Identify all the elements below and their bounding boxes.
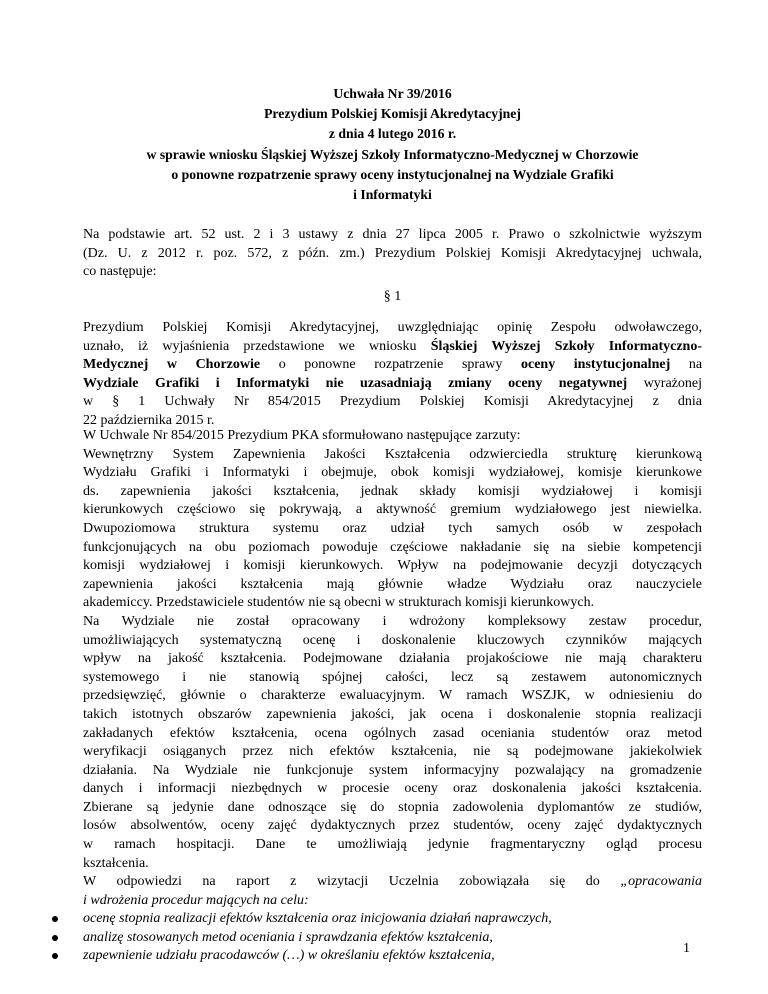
response-line: W odpowiedzi na raport z wizytacji Uczelnia zobowiązała się do „opracowania <box>83 874 702 890</box>
objections-line: w ramach hospitacji. Dane te umożliwiają jedynie fragmentaryczny ogląd procesu <box>83 837 702 853</box>
objections-line: takich istotnych obszarów zapewnienia jakości, jak ocena i doskonalenie stopnia realizacji <box>83 706 702 722</box>
objections-line: Na Wydziale nie został opracowany i wdrożony kompleksowy zestaw procedur, <box>83 613 702 629</box>
list-item: analizę stosowanych metod oceniania i sprawdzania efektów kształcenia, <box>43 929 703 948</box>
objections-line: wpływ na jakość kształcenia. Podejmowane działania projakościowe nie mają charakteru <box>83 651 702 667</box>
objections-line: Dwupoziomowa struktura systemu oraz udział tych samych osób w zespołach <box>83 520 702 536</box>
objections-line: komisji wydziałowej i komisji kierunkowych. Wpływ na podejmowanie decyzji dotyczących <box>83 558 702 574</box>
objections-line: kształcenia. <box>83 855 149 871</box>
bullet-icon <box>52 953 58 959</box>
objections-line: weryfikacji osiąganych przez nich efektów kształcenia, nie są podejmowane jakiekolwiek <box>83 744 702 760</box>
objections-line: zakładanych efektów kształcenia, ocena ogólnych zasad oceniania studentów oraz metod <box>83 725 702 741</box>
list-item: zapewnienie udziału pracodawców (…) w określaniu efektów kształcenia, <box>43 947 703 966</box>
bullet-icon <box>52 916 58 922</box>
subject-line-2: o ponowne rozpatrzenie sprawy oceny instytucjonalnej na Wydziale Grafiki <box>171 167 614 182</box>
resolution-header <box>83 84 702 144</box>
decision-paragraph <box>83 319 702 431</box>
issuing-body: Prezydium Polskiej Komisji Akredytacyjnej <box>264 106 521 121</box>
objections-line: ds. zapewnienia jakości kształcenia, jednak składy komisji wydziałowej i komisji <box>83 483 702 499</box>
decision-line: Wydziale Grafiki i Informatyki nie uzasadniają zmiany oceny negatywnej wyrażonej <box>83 375 702 391</box>
objections-line: Wewnętrzny System Zapewnienia Jakości Kształcenia odzwierciedla strukturę kierunkową <box>83 446 702 462</box>
response-line: i wdrożenia procedur mających na celu: <box>83 892 309 908</box>
decision-line: Medycznej w Chorzowie o ponowne rozpatrzenie sprawy oceny instytucjonalnej na <box>83 357 703 373</box>
objections-line: W Uchwale Nr 854/2015 Prezydium PKA sformułowano następujące zarzuty: <box>83 428 521 443</box>
objections-line: umożliwiających systematyczną ocenę i doskonalenie kluczowych czynników mających <box>83 632 702 648</box>
objections-line: danych i informacji niezbędnych w procesie oceny oraz doskonalenia jakości kształcenia. <box>83 781 702 797</box>
objections-line: przedsięwzięć, głównie o charakterze ewaluacyjnym. W ramach WSZJK, w odniesieniu do <box>83 688 702 704</box>
legal-basis-line: co następuje: <box>83 264 157 280</box>
objections-line: losów absolwentów, oceny zajęć dydaktycznych przez studentów, oceny zajęć dydaktycznych <box>83 818 702 834</box>
bullet-icon <box>52 935 58 941</box>
objections-line: Wydziału Grafiki i Informatyki i obejmuje, obok komisji wydziałowej, komisje kierunkowe <box>83 465 702 481</box>
commitment-list <box>43 910 703 966</box>
legal-basis-line: Na podstawie art. 52 ust. 2 i 3 ustawy z dnia 27 lipca 2005 r. Prawo o szkolnictwie wyższym <box>83 227 702 242</box>
objections-line: funkcjonujących na obu poziomach powoduje częściowe nakładanie się na siebie kompetencji <box>83 539 702 555</box>
objections-line: Zbierane są jedynie dane odnoszące się do stopnia zadowolenia dyplomantów ze studiów, <box>83 799 702 815</box>
objections-line: systemowego i nie stanowią spójnej całości, lecz są zestawem autonomicznych <box>83 669 702 685</box>
decision-line: 22 października 2015 r. <box>83 412 215 428</box>
subject-line-3: i Informatyki <box>353 187 432 202</box>
objections-paragraph <box>83 427 702 910</box>
decision-line: w § 1 Uchwały Nr 854/2015 Prezydium Polskiej Komisji Akredytacyjnej z dnia <box>83 394 702 410</box>
resolution-subject <box>83 145 702 205</box>
decision-line: uznało, iż wyjaśnienia przedstawione we wniosku Śląskiej Wyższej Szkoły Informatyczno- <box>83 338 703 354</box>
resolution-date: z dnia 4 lutego 2016 r. <box>328 126 457 141</box>
objections-line: działania. Na Wydziale nie funkcjonuje system informacyjny pozwalający na gromadzenie <box>83 762 702 778</box>
page-number: 1 <box>683 941 690 956</box>
legal-basis-line: (Dz. U. z 2012 r. poz. 572, z późn. zm.) Prezydium Polskiej Komisji Akredytacyjnej uchwala, <box>83 245 702 261</box>
objections-line: kierunkowych częściowo się pokrywają, a aktywność gremium wydziałowego jest niewielka. <box>83 502 702 518</box>
section-mark: § 1 <box>383 289 402 304</box>
list-item: ocenę stopnia realizacji efektów kształcenia oraz inicjowania działań naprawczych, <box>43 910 703 929</box>
resolution-number: Uchwała Nr 39/2016 <box>333 86 452 101</box>
objections-line: zapewnienia jakości kształcenia mają głównie władze Wydziału oraz nauczyciele <box>83 576 702 592</box>
decision-line: Prezydium Polskiej Komisji Akredytacyjnej, uwzględniając opinię Zespołu odwoławczego, <box>83 320 702 335</box>
objections-line: akademiccy. Przedstawiciele studentów nie są obecni w strukturach komisji kierunkowych. <box>83 595 595 611</box>
legal-basis <box>83 226 702 282</box>
subject-line-1: w sprawie wniosku Śląskiej Wyższej Szkoły Informatyczno-Medycznej w Chorzowie <box>146 147 639 162</box>
